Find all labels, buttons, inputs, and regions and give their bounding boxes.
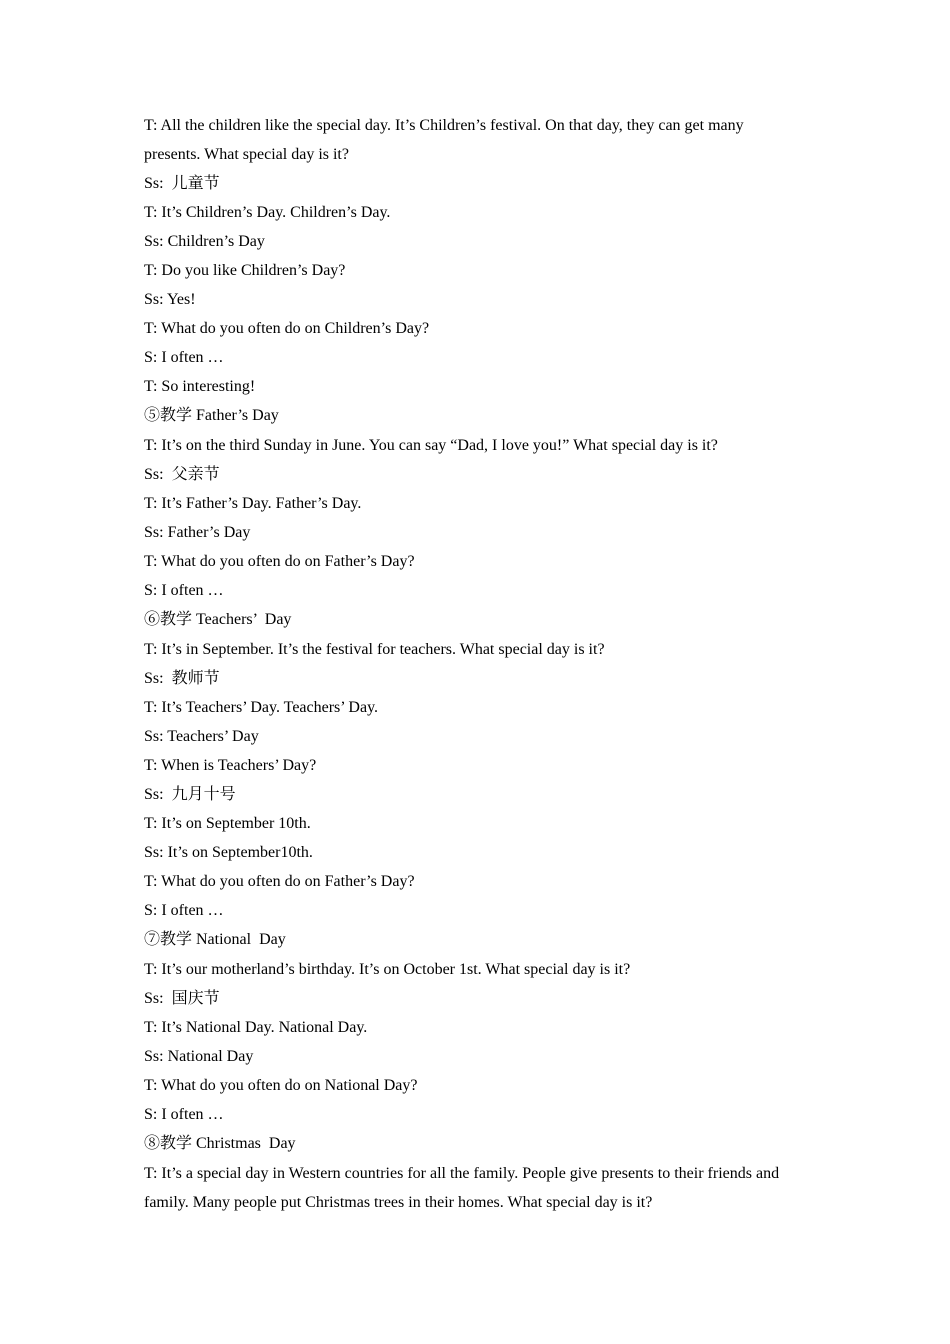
dialogue-line: T: It’s on September 10th. <box>144 815 311 832</box>
dialogue-line: Ss: 父亲节 <box>144 466 220 483</box>
dialogue-line: T: It’s Father’s Day. Father’s Day. <box>144 495 362 512</box>
document-page <box>144 111 804 1217</box>
dialogue-line: Ss: Father’s Day <box>144 524 251 541</box>
dialogue-line: T: It’s Teachers’ Day. Teachers’ Day. <box>144 699 379 716</box>
dialogue-line: S: I often … <box>144 582 224 599</box>
dialogue-line: T: What do you often do on Children’s Day? <box>144 320 430 337</box>
dialogue-line: Ss: Teachers’ Day <box>144 728 259 745</box>
dialogue-line: T: What do you often do on National Day? <box>144 1077 418 1094</box>
dialogue-line: T: So interesting! <box>144 378 256 395</box>
dialogue-line: T: It’s National Day. National Day. <box>144 1019 368 1036</box>
dialogue-line: Ss: Children’s Day <box>144 233 265 250</box>
dialogue-line: Ss: It’s on September10th. <box>144 844 313 861</box>
dialogue-line: S: I often … <box>144 349 224 366</box>
dialogue-line: T: What do you often do on Father’s Day? <box>144 873 415 890</box>
dialogue-line: Ss: Yes! <box>144 291 196 308</box>
dialogue-line: T: It’s a special day in Western countries for all the family. People give presents to their friends and family. Many people put Christmas trees in their homes. What special day is it? <box>144 1165 780 1211</box>
section-heading: ⑦教学 National Day <box>144 931 286 948</box>
section-heading: ⑧教学 Christmas Day <box>144 1135 296 1152</box>
dialogue-line: T: When is Teachers’ Day? <box>144 757 317 774</box>
dialogue-line: Ss: National Day <box>144 1048 254 1065</box>
dialogue-line: T: It’s on the third Sunday in June. You can say “Dad, I love you!” What special day is it? <box>144 437 718 454</box>
dialogue-line: Ss: 教师节 <box>144 670 220 687</box>
dialogue-line: T: It’s in September. It’s the festival for teachers. What special day is it? <box>144 641 605 658</box>
dialogue-line: T: It’s our motherland’s birthday. It’s on October 1st. What special day is it? <box>144 961 631 978</box>
dialogue-line: S: I often … <box>144 1106 224 1123</box>
dialogue-line: Ss: 儿童节 <box>144 175 220 192</box>
dialogue-line: Ss: 九月十号 <box>144 786 236 803</box>
dialogue-line: T: All the children like the special day. It’s Children’s festival. On that day, they can get many presents. What special day is it? <box>144 117 744 163</box>
section-heading: ⑤教学 Father’s Day <box>144 407 279 424</box>
dialogue-line: Ss: 国庆节 <box>144 990 220 1007</box>
dialogue-line: S: I often … <box>144 902 224 919</box>
dialogue-line: T: It’s Children’s Day. Children’s Day. <box>144 204 391 221</box>
dialogue-line: T: Do you like Children’s Day? <box>144 262 346 279</box>
section-heading: ⑥教学 Teachers’ Day <box>144 611 292 628</box>
dialogue-line: T: What do you often do on Father’s Day? <box>144 553 415 570</box>
